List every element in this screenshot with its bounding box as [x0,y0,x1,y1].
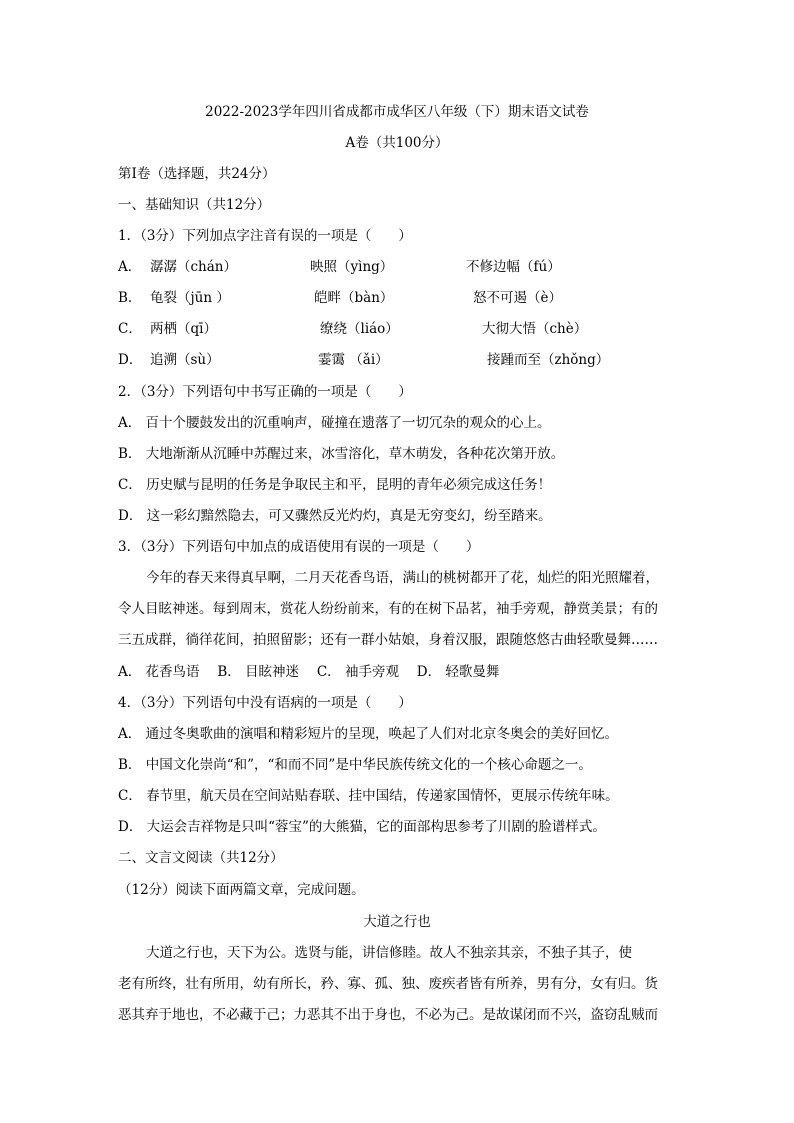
q1-option-a-item3: 不修边幅（fú） [466,259,561,275]
exam-title: 2022-2023学年四川省成都市成华区八年级（下）期末语文试卷 [205,104,589,120]
q2-option-d: D． 这一彩幻黯然隐去，可又骤然反光灼灼，真是无穷变幻，纷至踏来。 [118,508,552,524]
question-3-stem: 3．（3分）下列语句中加点的成语使用有误的一项是（ ） [118,539,480,555]
q1-option-c-label: C． [118,321,142,337]
q1-option-b-item2: 皑畔（bàn） [314,290,394,306]
q2-option-c: C． 历史赋与昆明的任务是争取民主和平，昆明的青年必须完成这任务！ [118,477,552,493]
q3-options: A． 花香鸟语 B． 目眩神迷 C． 袖手旁观 D． 轻歌曼舞 [118,664,500,680]
q4-option-d: D． 大运会吉祥物是只叫“蓉宝”的大熊猫，它的面部构思参考了川剧的脸谱样式。 [118,819,606,835]
q4-option-c: C． 春节里，航天员在空间站贴春联、挂中国结，传递家国情怀，更展示传统年味。 [118,788,619,804]
q4-option-a: A． 通过冬奥歌曲的演唱和精彩短片的呈现，唤起了人们对北京冬奥会的美好回忆。 [118,726,619,742]
q4-option-b: B． 中国文化崇尚“和”，“和而不同”是中华民族传统文化的一个核心命题之一。 [118,757,592,773]
section-2-intro: （12分）阅读下面两篇文章，完成问题。 [118,882,365,898]
q1-option-a-item1: 潺潺（chán） [150,259,237,275]
q3-passage-line-3: 三五成群，徜徉花间，拍照留影；还有一群小姑娘，身着汉服，跟随悠悠古曲轻歌曼舞…… [118,632,658,648]
q1-option-c-item2: 缭绕（liáo） [320,321,399,337]
article-line-1: 大道之行也，天下为公。选贤与能，讲信修睦。故人不独亲其亲，不独子其子，使 [146,945,632,961]
part-heading: 一、基础知识（共12分） [118,197,271,213]
q2-option-a: A． 百十个腰鼓发出的沉重响声，碰撞在遗落了一切冗杂的观众的心上。 [118,415,551,431]
q1-option-a-label: A． [118,259,142,275]
q1-option-d-item1: 追溯（sù） [150,352,220,368]
q3-passage-line-1: 今年的春天来得真早啊，二月天花香鸟语，满山的桃树都开了花，灿烂的阳光照耀着， [146,570,659,586]
q1-option-b-item1: 龟裂（jūn ） [150,290,230,306]
q1-option-d-item3: 接踵而至（zhǒng） [487,352,610,368]
question-4-stem: 4．（3分）下列语句中没有语病的一项是（ ） [118,695,412,711]
q1-option-d-label: D． [118,352,143,368]
q2-option-b: B． 大地渐渐从沉睡中苏醒过来，冰雪溶化，草木萌发，各种花次第开放。 [118,446,565,462]
question-1-stem: 1．（3分）下列加点字注音有误的一项是（ ） [118,228,412,244]
q1-option-b-item3: 怒不可遏（è） [473,290,562,306]
exam-subtitle: A卷（共100分） [345,135,449,151]
article-title: 大道之行也 [363,914,431,930]
question-2-stem: 2．（3分）下列语句中书写正确的一项是（ ） [118,384,412,400]
q3-passage-line-2: 令人目眩神迷。每到周末，赏花人纷纷前来，有的在树下品茗，袖手旁观，静赏美景；有的 [118,601,658,617]
q1-option-b-label: B． [118,290,142,306]
q1-option-a-item2: 映照（yìng） [310,259,394,275]
section-2-heading: 二、文言文阅读（共12分） [118,850,284,866]
article-line-2: 老有所终，壮有所用，幼有所长，矜、寡、孤、独、废疾者皆有所养，男有分，女有归。货 [118,976,658,992]
q1-option-d-item2: 霎霭 （ǎi） [318,352,389,368]
q1-option-c-item1: 两栖（qī） [150,321,217,337]
section-heading: 第Ⅰ卷（选择题，共24分） [118,166,276,182]
q1-option-c-item3: 大彻大悟（chè） [482,321,588,337]
article-line-3: 恶其弃于地也，不必藏于己；力恶其不出于身也，不必为己。是故谋闭而不兴，盗窃乱贼而 [118,1007,658,1023]
